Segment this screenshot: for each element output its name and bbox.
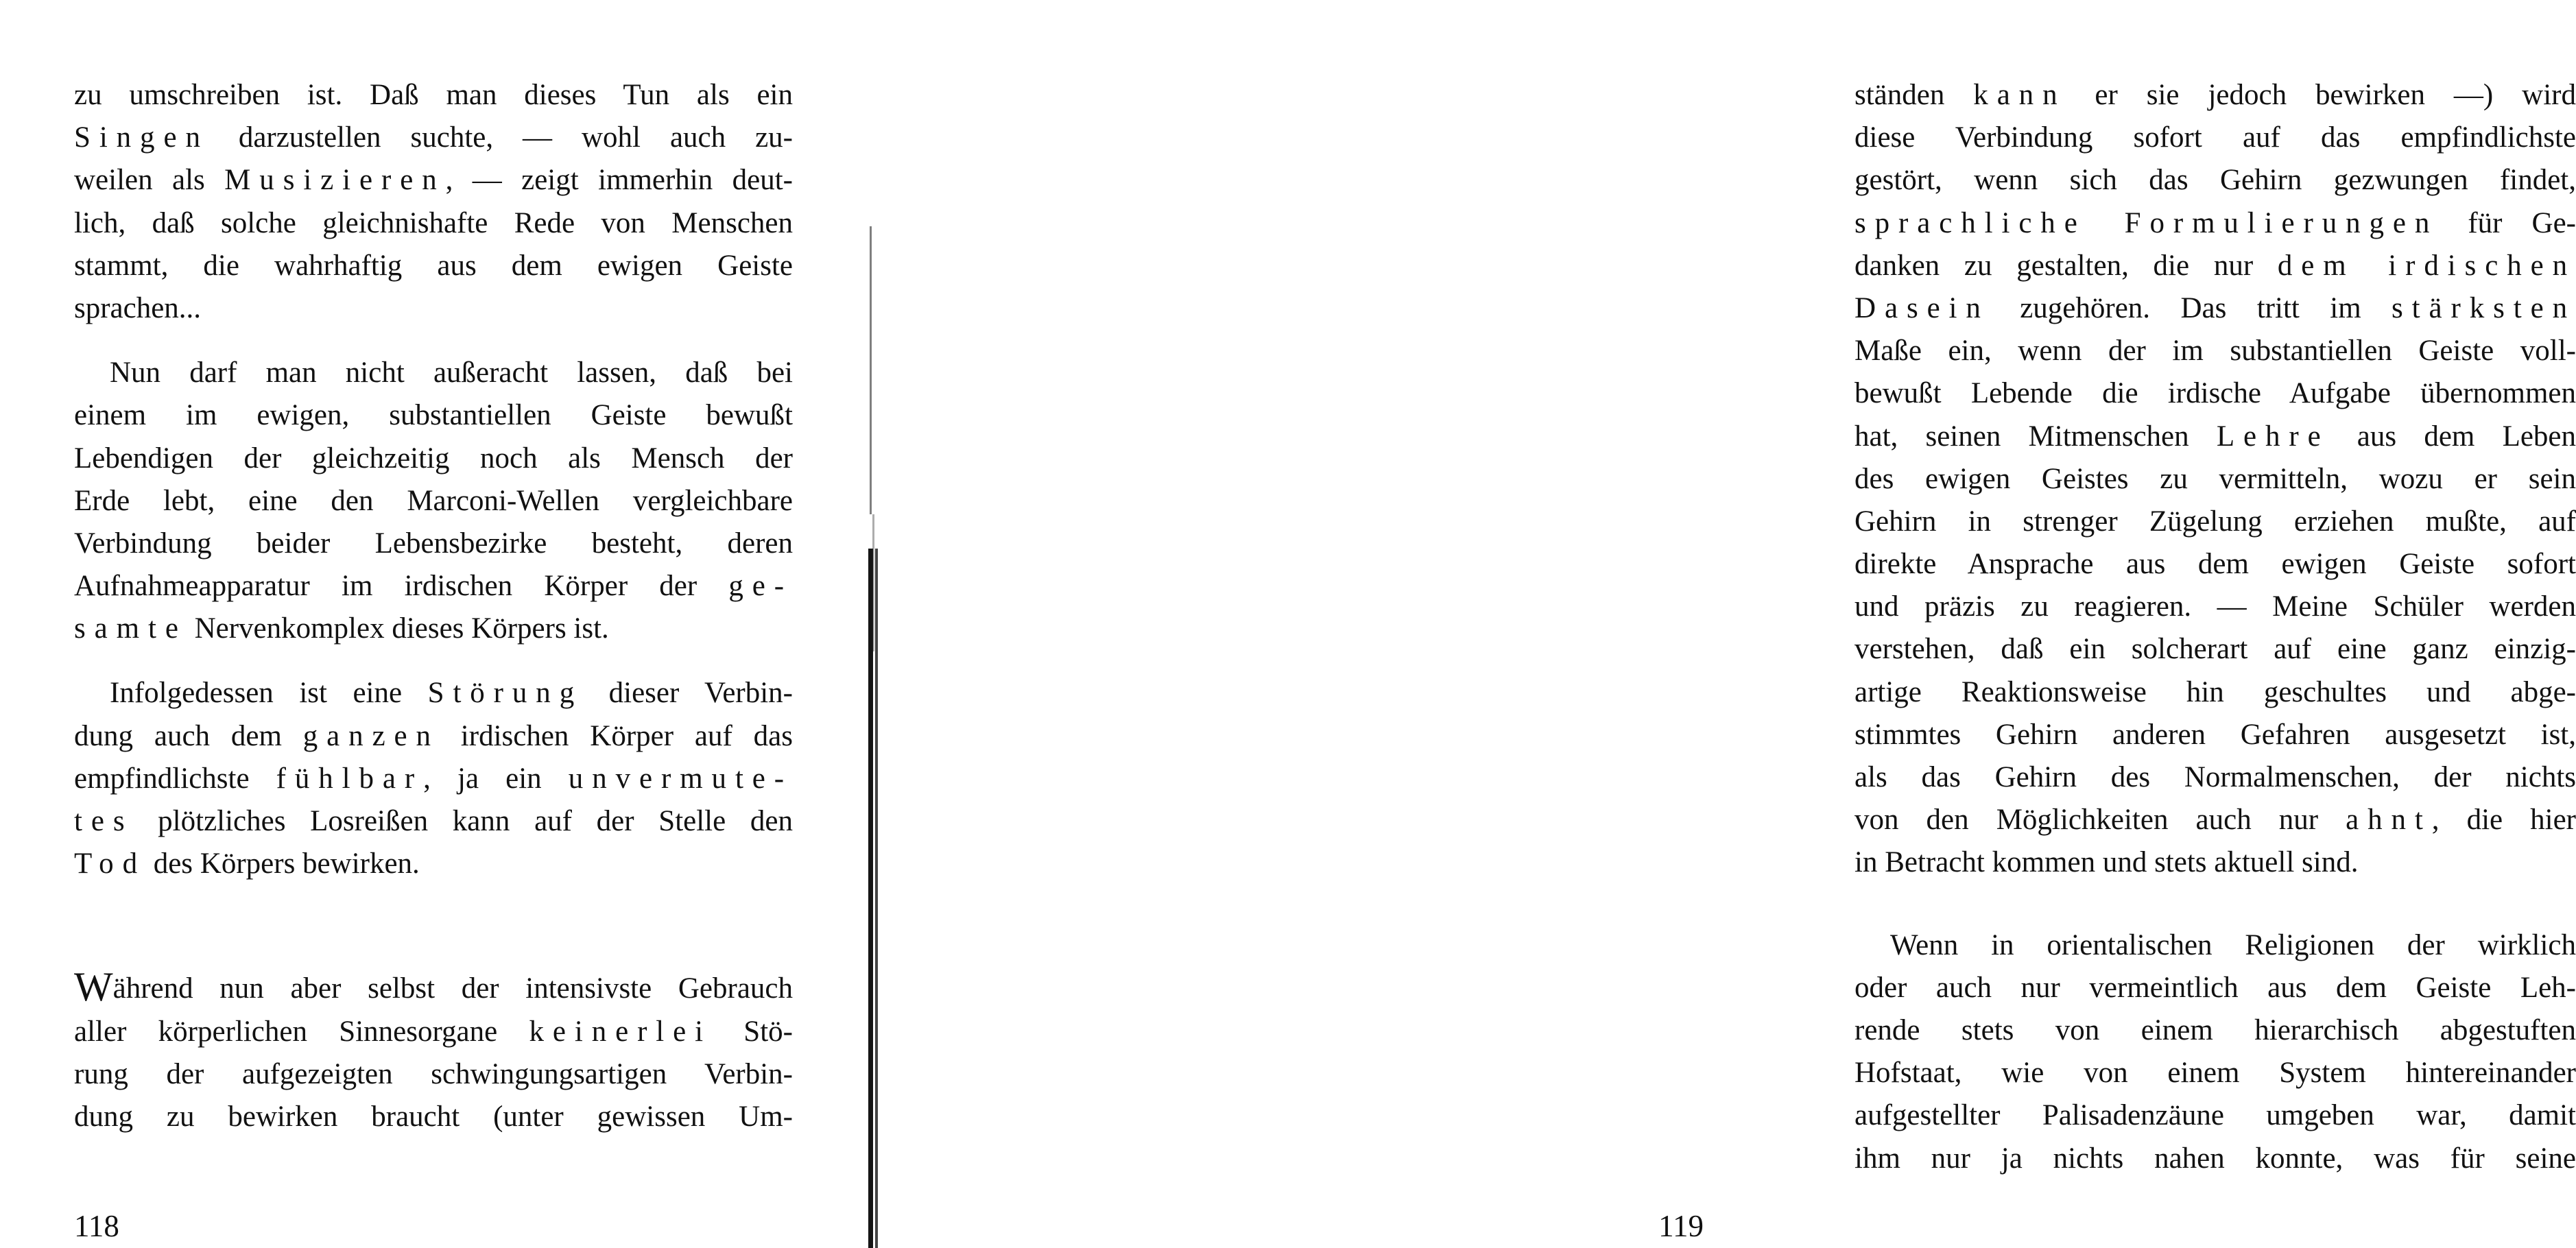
text-run: danken zu gestalten, die nur	[1855, 249, 2278, 282]
text-line	[74, 565, 793, 608]
emphasis: unvermute-	[568, 762, 793, 795]
text-run: darzustellen suchte, — wohl auch zu-	[208, 121, 793, 154]
paragraph	[74, 672, 793, 885]
text-run: ährend nun aber selbst der intensivste Gebrauch	[112, 972, 793, 1005]
text-run: empfindlichste	[74, 762, 276, 795]
text-run: , — zeigt immerhin deut-	[445, 164, 793, 197]
section-gap	[74, 885, 793, 968]
text-line: ihm nur ja nichts nahen konnte, was für seine	[1855, 1142, 2576, 1175]
text-line: bewußt Lebende die irdische Aufgabe übernommen	[1855, 377, 2576, 410]
text-line: Verbindung beider Lebensbezirke besteht, deren	[74, 527, 793, 560]
text-line	[1855, 245, 2576, 287]
text-line	[74, 608, 793, 650]
paragraph-gap	[1855, 885, 2576, 924]
text-run: für Ge-	[2438, 206, 2576, 239]
text-line: zu umschreiben ist. Daß man dieses Tun als ein	[74, 79, 793, 111]
paragraph	[74, 74, 793, 330]
text-run: weilen als	[74, 164, 225, 197]
text-line: Hofstaat, wie von einem System hintereinander	[1855, 1057, 2576, 1090]
text-run: irdischen Körper auf das	[439, 719, 794, 752]
text-run: Nervenkomplex dieses Körpers ist.	[187, 612, 609, 645]
text-line	[74, 117, 793, 159]
emphasis: Dasein	[1855, 291, 1990, 324]
text-run: aus dem Leben	[2329, 420, 2576, 453]
paragraph	[1855, 924, 2576, 1180]
text-line	[1855, 202, 2576, 245]
emphasis: Lehre	[2216, 420, 2330, 453]
text-line	[1855, 287, 2576, 330]
emphasis: Singen	[74, 121, 209, 154]
text-line: gestört, wenn sich das Gehirn gezwungen findet,	[1855, 164, 2576, 197]
text-line: artige Reaktionsweise hin geschultes und abge-	[1855, 675, 2576, 708]
initial-letter: W	[74, 964, 113, 1010]
text-line: diese Verbindung sofort auf das empfindlichste	[1855, 121, 2576, 154]
text-line: Wenn in orientalischen Religionen der wirklich	[1890, 928, 2576, 961]
paragraph	[74, 964, 793, 1138]
emphasis: Tod	[74, 848, 146, 880]
right-text-column	[1855, 74, 2576, 1180]
left-text-column	[74, 74, 793, 1138]
emphasis: stärksten	[2392, 291, 2576, 324]
page-number: 119	[1658, 1209, 1704, 1243]
text-line	[1855, 74, 2576, 117]
left-page	[0, 0, 871, 1248]
text-run: Aufnahmeapparatur im irdischen Körper der	[74, 570, 729, 603]
emphasis: kann	[1973, 79, 2066, 111]
text-run: hat, seinen Mitmenschen	[1855, 420, 2217, 453]
text-line	[74, 964, 793, 1010]
text-line: in Betracht kommen und stets aktuell sind.	[1855, 846, 2359, 879]
emphasis: ganzen	[302, 719, 440, 752]
paragraph-gap	[74, 650, 793, 672]
text-run: aller körperlichen Sinnesorgane	[74, 1015, 529, 1048]
right-page	[871, 0, 2576, 1248]
emphasis: ahnt	[2346, 804, 2432, 837]
text-line: lich, daß solche gleichnishafte Rede von Menschen	[74, 206, 793, 239]
emphasis: ge-	[728, 570, 793, 603]
text-line	[74, 1011, 793, 1053]
text-line: aufgestellter Palisadenzäune umgeben war, damit	[1855, 1099, 2576, 1132]
text-line	[74, 758, 793, 800]
text-line: Gehirn in strenger Zügelung erziehen mußte, auf	[1855, 505, 2576, 538]
text-line: des ewigen Geistes zu vermitteln, wozu er sein	[1855, 462, 2576, 495]
text-run: Infolgedessen ist eine	[110, 677, 428, 710]
text-line: stammt, die wahrhaftig aus dem ewigen Geiste	[74, 249, 793, 282]
text-line	[74, 843, 793, 885]
text-line: stimmtes Gehirn anderen Gefahren ausgesetzt ist,	[1855, 718, 2576, 751]
text-line: Lebendigen der gleichzeitig noch als Mensch der	[74, 442, 793, 475]
text-line: Nun darf man nicht außeracht lassen, daß bei	[110, 357, 793, 389]
paragraph	[1855, 74, 2576, 885]
emphasis: keinerlei	[529, 1015, 712, 1048]
text-line: rung der aufgezeigten schwingungsartigen Verbin-	[74, 1057, 793, 1090]
emphasis: tes	[74, 805, 134, 837]
text-run: Stö-	[712, 1015, 793, 1048]
emphasis: Störung	[427, 677, 584, 710]
emphasis: Musizieren	[224, 164, 446, 197]
text-line	[74, 800, 793, 843]
emphasis: fühlbar	[276, 762, 424, 795]
page-number: 118	[74, 1209, 119, 1243]
text-line: einem im ewigen, substantiellen Geiste bewußt	[74, 399, 793, 432]
text-run: des Körpers bewirken.	[145, 848, 420, 880]
emphasis: sprachliche Formulierungen	[1855, 206, 2439, 239]
text-line: sprachen...	[74, 291, 202, 324]
text-run: plötzliches Losreißen kann auf der Stelle den	[133, 805, 793, 837]
text-run: dung auch dem	[74, 719, 303, 752]
text-line: direkte Ansprache aus dem ewigen Geiste sofort	[1855, 548, 2576, 581]
text-line: Maße ein, wenn der im substantiellen Geiste voll-	[1855, 335, 2576, 368]
text-run: von den Möglichkeiten auch nur	[1855, 804, 2346, 837]
paragraph	[74, 352, 793, 650]
text-line	[74, 672, 793, 715]
text-line	[1855, 416, 2576, 458]
text-run: ständen	[1855, 79, 1974, 111]
text-line: rende stets von einem hierarchisch abgestuften	[1855, 1013, 2576, 1046]
text-run: , die hier	[2431, 804, 2576, 837]
text-line: dung zu bewirken braucht (unter gewissen Um-	[74, 1100, 793, 1133]
text-line: als das Gehirn des Normalmenschen, der nichts	[1855, 761, 2576, 793]
text-run: er sie jedoch bewirken —) wird	[2066, 79, 2576, 111]
text-run: , ja ein	[423, 762, 569, 795]
text-line: verstehen, daß ein solcherart auf eine ganz einzig-	[1855, 633, 2576, 666]
text-line: oder auch nur vermeintlich aus dem Geiste Leh-	[1855, 971, 2576, 1004]
text-run: dieser Verbin-	[583, 677, 793, 710]
emphasis: dem irdischen	[2277, 249, 2576, 282]
text-line	[74, 159, 793, 202]
emphasis: samte	[74, 612, 187, 645]
text-run: zugehören. Das tritt im	[1989, 291, 2392, 324]
text-line	[1855, 799, 2576, 841]
text-line: und präzis zu reagieren. — Meine Schüler werden	[1855, 590, 2576, 623]
paragraph-gap	[74, 330, 793, 352]
text-line: Erde lebt, eine den Marconi-Wellen vergleichbare	[74, 484, 793, 517]
text-line	[74, 715, 793, 758]
